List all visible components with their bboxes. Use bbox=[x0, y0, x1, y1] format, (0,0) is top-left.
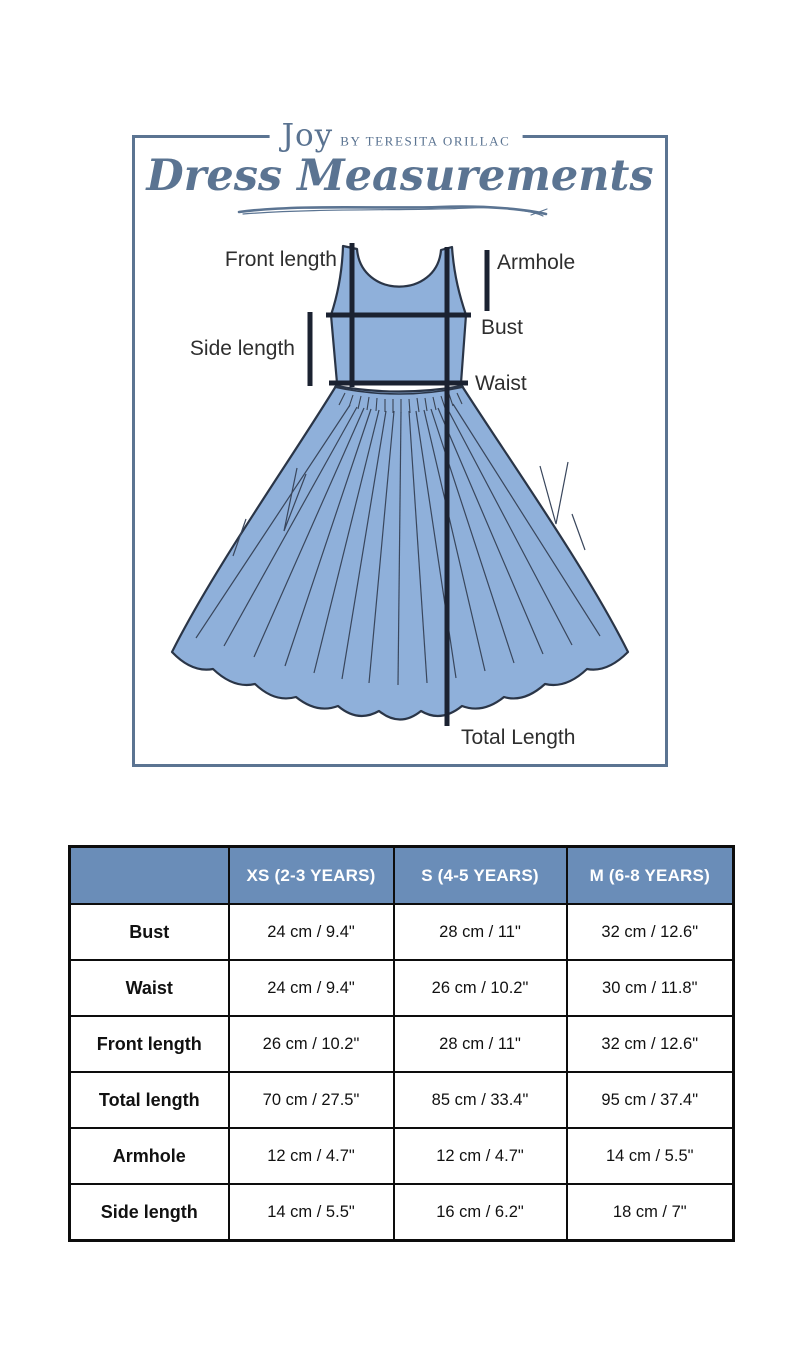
cell-frontlength-xs: 26 cm / 10.2" bbox=[229, 1016, 394, 1072]
cell-totallength-xs: 70 cm / 27.5" bbox=[229, 1072, 394, 1128]
bust-label: Bust bbox=[481, 316, 524, 339]
cell-waist-s: 26 cm / 10.2" bbox=[394, 960, 567, 1016]
cell-totallength-s: 85 cm / 33.4" bbox=[394, 1072, 567, 1128]
table-row bbox=[70, 1072, 734, 1128]
cell-frontlength-m: 32 cm / 12.6" bbox=[567, 1016, 734, 1072]
side-length-label: Side length bbox=[189, 337, 295, 360]
cell-sidelength-m: 18 cm / 7" bbox=[567, 1184, 734, 1241]
dress-skirt bbox=[172, 386, 628, 720]
brand-byline: BY TERESITA ORILLAC bbox=[340, 133, 511, 149]
row-label: Front length bbox=[70, 1016, 229, 1072]
row-label: Waist bbox=[70, 960, 229, 1016]
table-row bbox=[70, 904, 734, 960]
row-label: Armhole bbox=[70, 1128, 229, 1184]
table-row bbox=[70, 1128, 734, 1184]
table-row bbox=[70, 1016, 734, 1072]
header-cell-m: M (6-8 YEARS) bbox=[567, 847, 734, 905]
dress-diagram bbox=[132, 135, 668, 767]
table-header-row bbox=[70, 847, 734, 905]
cell-bust-xs: 24 cm / 9.4" bbox=[229, 904, 394, 960]
cell-waist-xs: 24 cm / 9.4" bbox=[229, 960, 394, 1016]
page-title: Dress Measurements bbox=[146, 151, 654, 201]
total-length-label: Total Length bbox=[461, 726, 576, 749]
cell-frontlength-s: 28 cm / 11" bbox=[394, 1016, 567, 1072]
cell-bust-m: 32 cm / 12.6" bbox=[567, 904, 734, 960]
cell-sidelength-xs: 14 cm / 5.5" bbox=[229, 1184, 394, 1241]
header-cell-s: S (4-5 YEARS) bbox=[394, 847, 567, 905]
cell-armhole-xs: 12 cm / 4.7" bbox=[229, 1128, 394, 1184]
header-cell-empty bbox=[70, 847, 229, 905]
armhole-label: Armhole bbox=[497, 251, 576, 274]
front-length-label: Front length bbox=[224, 248, 337, 271]
cell-armhole-m: 14 cm / 5.5" bbox=[567, 1128, 734, 1184]
brand-name: Joy bbox=[281, 117, 334, 154]
table-row bbox=[70, 960, 734, 1016]
header-cell-xs: XS (2-3 YEARS) bbox=[229, 847, 394, 905]
cell-armhole-s: 12 cm / 4.7" bbox=[394, 1128, 567, 1184]
cell-waist-m: 30 cm / 11.8" bbox=[567, 960, 734, 1016]
cell-totallength-m: 95 cm / 37.4" bbox=[567, 1072, 734, 1128]
table-row bbox=[70, 1184, 734, 1241]
row-label: Total length bbox=[70, 1072, 229, 1128]
size-table bbox=[68, 845, 735, 1242]
cell-sidelength-s: 16 cm / 6.2" bbox=[394, 1184, 567, 1241]
row-label: Bust bbox=[70, 904, 229, 960]
cell-bust-s: 28 cm / 11" bbox=[394, 904, 567, 960]
row-label: Side length bbox=[70, 1184, 229, 1241]
waist-label: Waist bbox=[475, 372, 527, 395]
